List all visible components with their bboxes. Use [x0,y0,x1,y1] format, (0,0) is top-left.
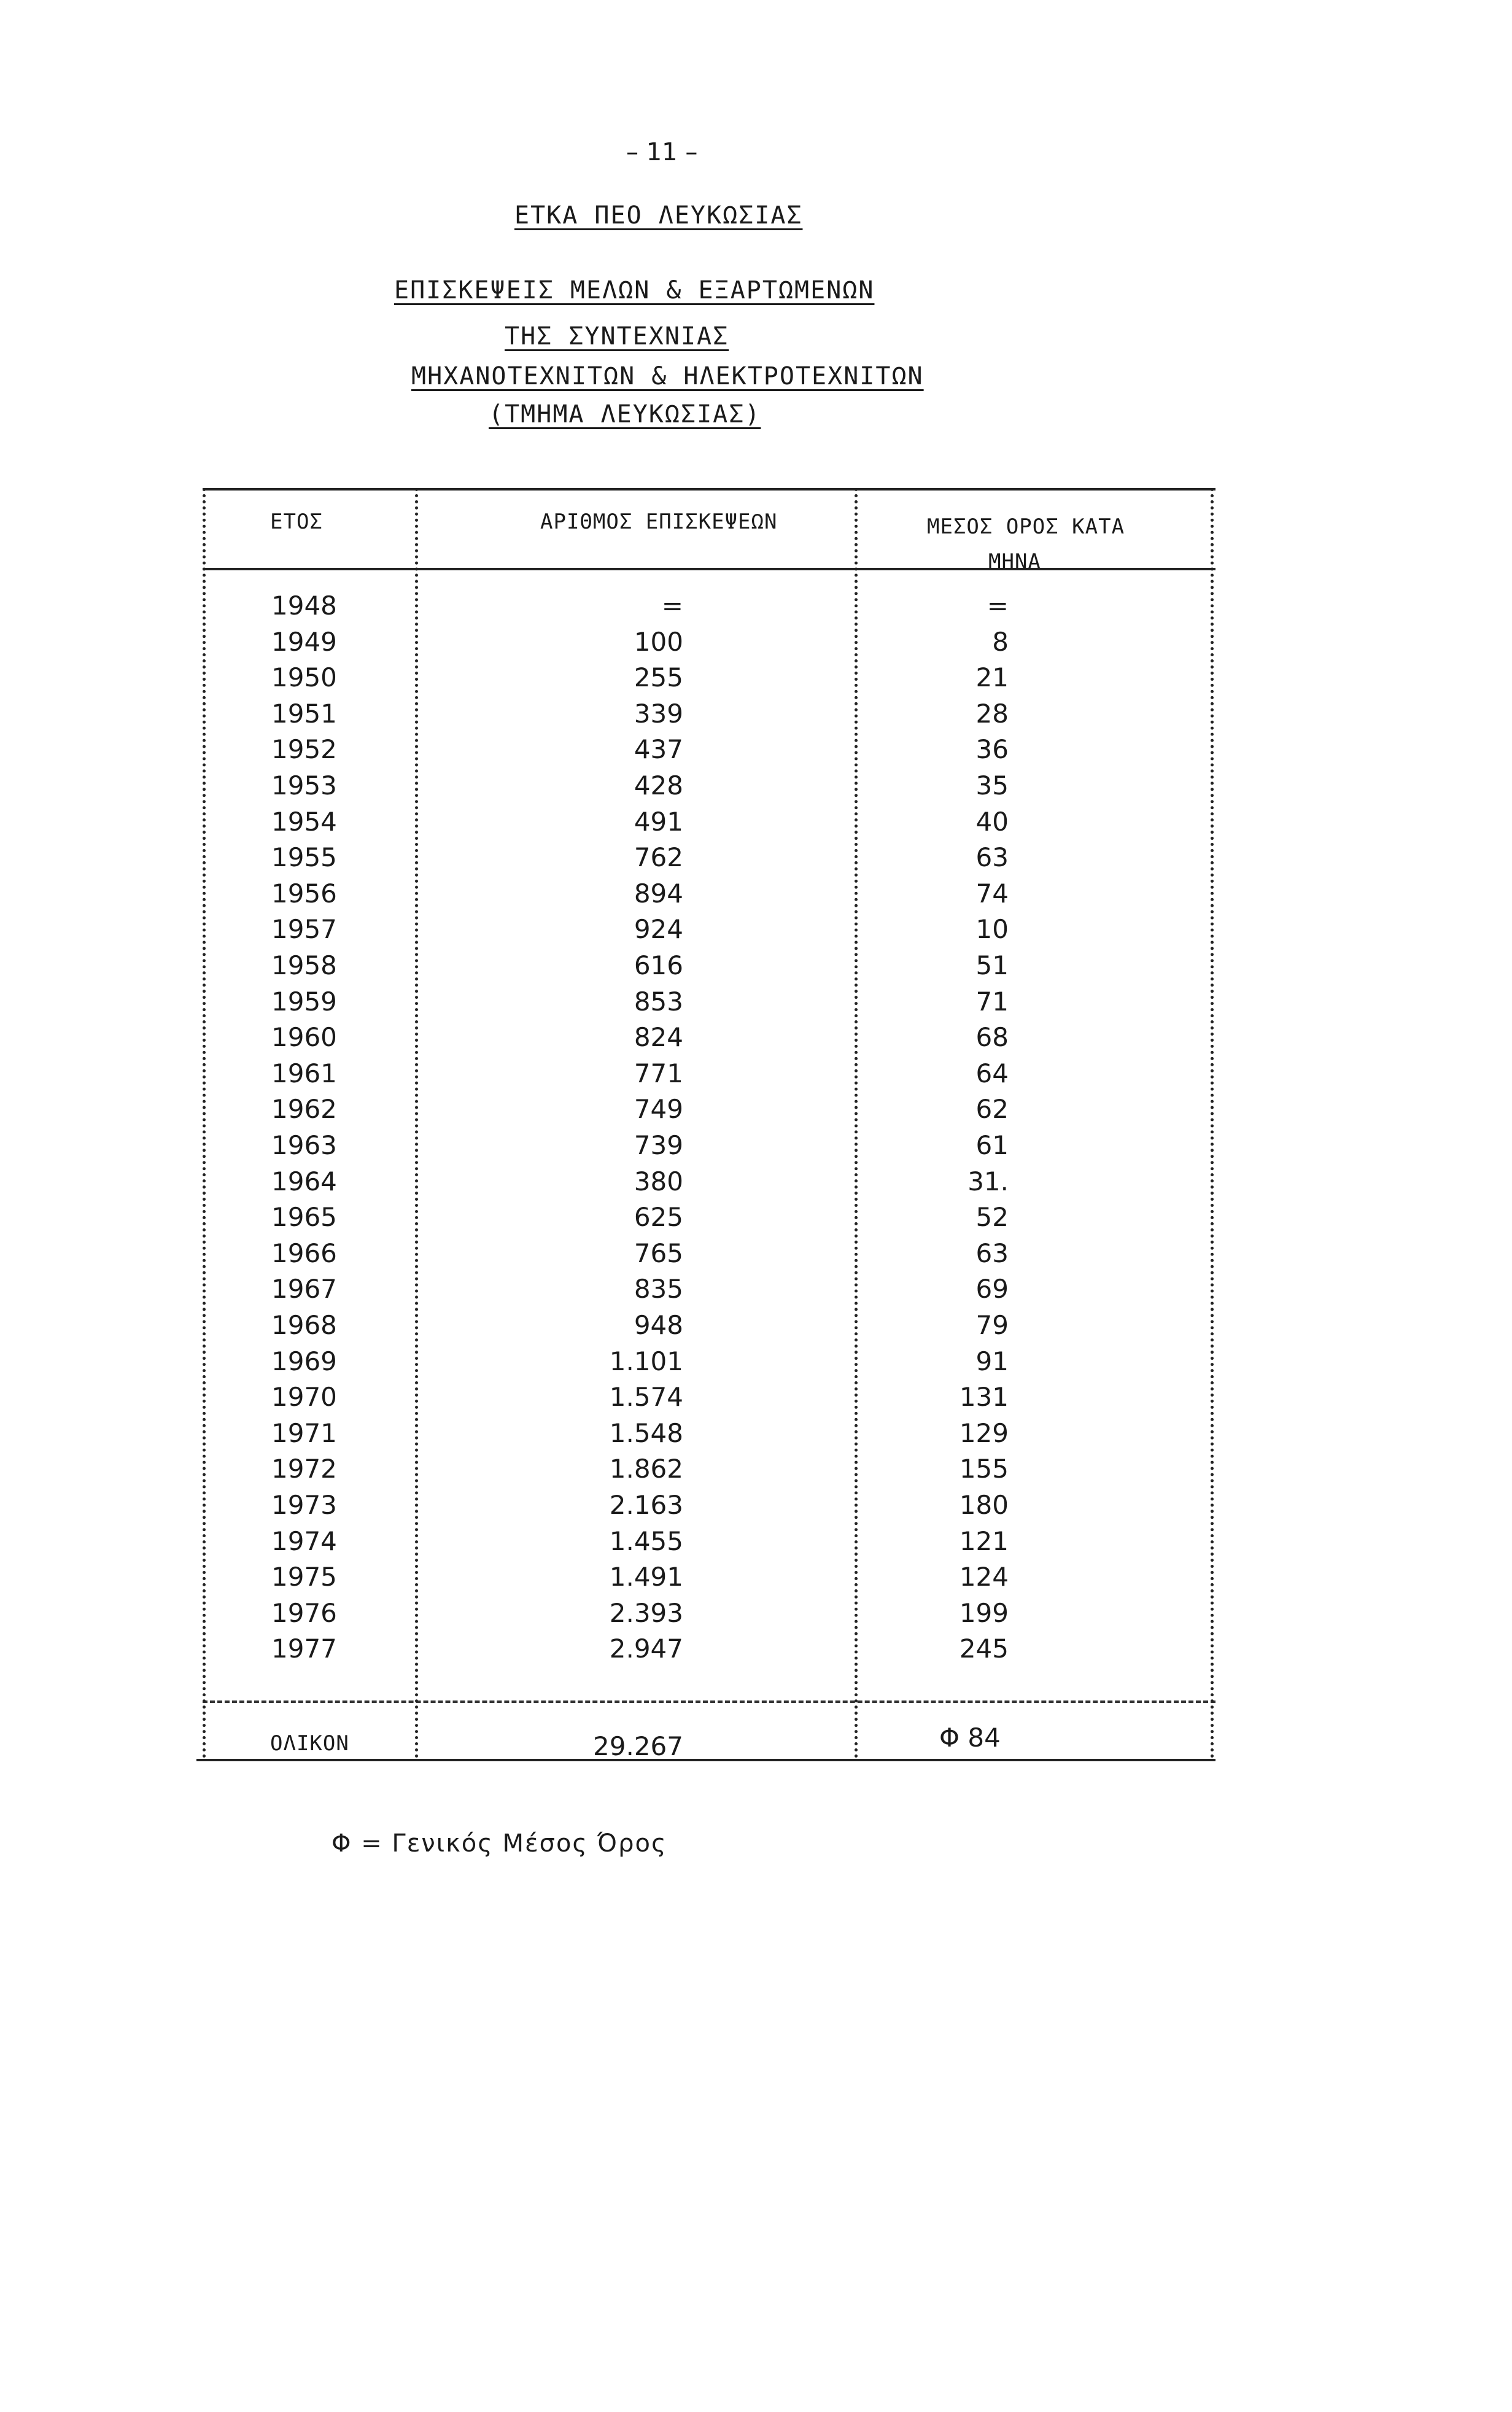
visits-cell: 339 [634,699,683,729]
year-cell: 1975 [271,1562,337,1592]
table-right-border [1211,488,1214,1759]
year-cell: 1968 [271,1310,337,1340]
year-cell: 1958 [271,950,337,980]
visits-cell: 1.455 [609,1526,683,1556]
visits-cell: 853 [634,987,683,1017]
total-separator-rule [203,1700,1215,1703]
visits-cell: 762 [634,842,683,872]
table-left-border [203,488,206,1759]
organization-title: ΕΤΚΑ ΠΕΟ ΛΕΥΚΩΣΙΑΣ [514,201,803,230]
header-monthly-average: ΜΕΣΟΣ ΟΡΟΣ ΚΑΤΑ [927,514,1125,539]
average-cell: 121 [959,1526,1009,1556]
footnote: Φ = Γενικός Μέσος Όρος [331,1829,667,1858]
average-cell: 10 [975,914,1009,944]
visits-cell: 616 [634,950,683,980]
year-cell: 1973 [271,1490,337,1520]
visits-cell: 824 [634,1022,683,1052]
visits-cell: 255 [634,662,683,692]
year-cell: 1950 [271,662,337,692]
average-cell: 131 [959,1382,1009,1412]
year-cell: 1965 [271,1202,337,1232]
average-cell: 52 [975,1202,1009,1232]
visits-cell: 100 [634,627,683,657]
visits-cell: 2.393 [609,1598,683,1628]
average-cell: 199 [959,1598,1009,1628]
header-bottom-rule [203,568,1215,570]
year-cell: 1956 [271,878,337,909]
visits-cell: 428 [634,770,683,801]
year-cell: 1948 [271,591,337,621]
year-cell: 1964 [271,1166,337,1196]
average-cell: 61 [975,1130,1009,1160]
visits-cell: = [661,591,683,621]
average-cell: 35 [975,770,1009,801]
visits-cell: 1.574 [609,1382,683,1412]
header-year: ΕΤΟΣ [270,510,323,534]
average-cell: 62 [975,1094,1009,1124]
year-cell: 1977 [271,1634,337,1664]
table-bottom-rule [196,1759,1215,1761]
year-cell: 1972 [271,1454,337,1484]
year-cell: 1963 [271,1130,337,1160]
year-cell: 1957 [271,914,337,944]
average-cell: 124 [959,1562,1009,1592]
year-cell: 1959 [271,987,337,1017]
total-label: ΟΛΙΚΟΝ [270,1731,349,1756]
column-divider-visits [855,488,858,1759]
average-cell: 51 [975,950,1009,980]
average-cell: 155 [959,1454,1009,1484]
average-cell: 91 [975,1346,1009,1376]
visits-cell: 437 [634,734,683,764]
year-cell: 1954 [271,807,337,837]
header-visits: ΑΡΙΘΜΟΣ ΕΠΙΣΚΕΨΕΩΝ [540,510,778,534]
year-cell: 1962 [271,1094,337,1124]
average-cell: 64 [975,1058,1009,1088]
year-cell: 1976 [271,1598,337,1628]
table-top-rule [203,488,1215,491]
visits-cell: 894 [634,878,683,909]
average-cell: 68 [975,1022,1009,1052]
visits-cell: 380 [634,1166,683,1196]
year-cell: 1970 [271,1382,337,1412]
document-title-line-4: (ΤΜΗΜΑ ΛΕΥΚΩΣΙΑΣ) [489,400,761,428]
average-cell: 245 [959,1634,1009,1664]
year-cell: 1969 [271,1346,337,1376]
year-cell: 1955 [271,842,337,872]
average-cell: 71 [975,987,1009,1017]
year-cell: 1952 [271,734,337,764]
document-title-line-2: ΤΗΣ ΣΥΝΤΕΧΝΙΑΣ [505,322,729,351]
visits-cell: 2.163 [609,1490,683,1520]
year-cell: 1961 [271,1058,337,1088]
visits-cell: 835 [634,1274,683,1304]
year-cell: 1949 [271,627,337,657]
total-visits: 29.267 [593,1731,683,1761]
average-cell: 129 [959,1418,1009,1448]
year-cell: 1960 [271,1022,337,1052]
year-cell: 1974 [271,1526,337,1556]
visits-cell: 1.862 [609,1454,683,1484]
year-cell: 1967 [271,1274,337,1304]
average-cell: 28 [975,699,1009,729]
average-cell: 69 [975,1274,1009,1304]
average-cell: 180 [959,1490,1009,1520]
average-cell: 79 [975,1310,1009,1340]
column-divider-year [415,488,418,1759]
document-title-line-1: ΕΠΙΣΚΕΨΕΙΣ ΜΕΛΩΝ & ΕΞΑΡΤΩΜΕΝΩΝ [394,276,875,304]
visits-cell: 2.947 [609,1634,683,1664]
header-monthly-average-line-2: ΜΗΝΑ [988,549,1041,574]
average-cell: 8 [992,627,1009,657]
visits-cell: 739 [634,1130,683,1160]
average-cell: 63 [975,842,1009,872]
visits-cell: 625 [634,1202,683,1232]
visits-cell: 1.491 [609,1562,683,1592]
visits-cell: 948 [634,1310,683,1340]
total-average: Φ 84 [939,1723,1001,1753]
year-cell: 1951 [271,699,337,729]
visits-cell: 491 [634,807,683,837]
year-cell: 1971 [271,1418,337,1448]
average-cell: 31. [967,1166,1009,1196]
average-cell: = [987,591,1009,621]
visits-cell: 1.101 [609,1346,683,1376]
average-cell: 40 [975,807,1009,837]
average-cell: 63 [975,1238,1009,1268]
visits-cell: 771 [634,1058,683,1088]
visits-cell: 924 [634,914,683,944]
visits-cell: 1.548 [609,1418,683,1448]
visits-cell: 749 [634,1094,683,1124]
year-cell: 1966 [271,1238,337,1268]
average-cell: 36 [975,734,1009,764]
page-number: – 11 – [626,138,698,166]
visits-cell: 765 [634,1238,683,1268]
year-cell: 1953 [271,770,337,801]
document-title-line-3: ΜΗΧΑΝΟΤΕΧΝΙΤΩΝ & ΗΛΕΚΤΡΟΤΕΧΝΙΤΩΝ [411,362,924,390]
average-cell: 74 [975,878,1009,909]
average-cell: 21 [975,662,1009,692]
